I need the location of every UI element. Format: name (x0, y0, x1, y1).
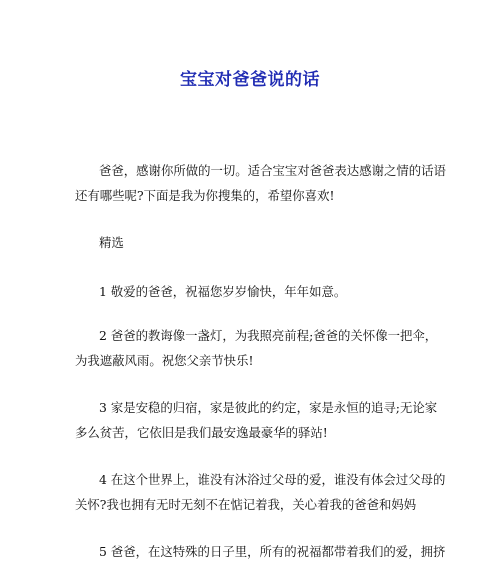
section-heading: 精选 (99, 235, 124, 250)
list-item-4-line-1: 4 在这个世界上，谁没有沐浴过父母的爱，谁没有体会过父母的 (99, 472, 446, 487)
intro-line-2: 还有哪些呢?下面是我为你搜集的，希望你喜欢! (75, 188, 335, 203)
intro-paragraph (75, 158, 446, 208)
list-item-4 (75, 467, 446, 517)
list-item-1 (99, 279, 419, 304)
list-item-3 (75, 395, 438, 445)
intro-line-1: 爸爸，感谢你所做的一切。适合宝宝对爸爸表达感谢之情的话语 (99, 163, 446, 178)
document-title: 宝宝对爸爸说的话 (180, 70, 320, 90)
list-item-5 (99, 539, 446, 564)
list-item-2-line-2: 为我遮蔽风雨。祝您父亲节快乐! (75, 353, 254, 368)
list-item-3-line-2: 多么贫苦，它依旧是我们最安逸最豪华的驿站! (75, 425, 328, 440)
list-item-3-line-1: 3 家是安稳的归宿，家是彼此的约定，家是永恒的追寻;无论家 (99, 400, 438, 415)
list-item-2-line-1: 2 爸爸的教诲像一盏灯，为我照亮前程;爸爸的关怀像一把伞， (99, 328, 438, 343)
list-item-1-line-1: 1 敬爱的爸爸，祝福您岁岁愉快，年年如意。 (99, 284, 347, 299)
list-item-4-line-2: 关怀?我也拥有无时无刻不在惦记着我，关心着我的爸爸和妈妈 (75, 497, 417, 512)
list-item-5-line-1: 5 爸爸，在这特殊的日子里，所有的祝福都带着我们的爱，拥挤 (99, 544, 446, 559)
list-item-2 (75, 323, 438, 373)
